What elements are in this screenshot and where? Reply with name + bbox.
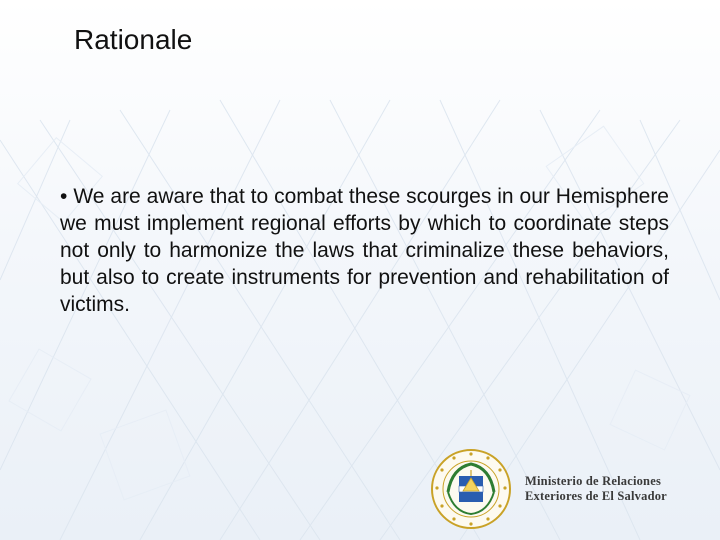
slide-title: Rationale [74, 24, 193, 55]
body-paragraph [60, 183, 669, 318]
ministry-name-line-1: Ministerio de Relaciones [525, 474, 662, 488]
ministry-logo [430, 448, 690, 530]
ministry-name [525, 474, 695, 504]
bullet-icon: • [60, 185, 68, 208]
ministry-name-line-2: Exteriores de El Salvador [525, 489, 667, 503]
body-text: We are aware that to combat these scourges in our Hemisphere we must implement regional efforts by which to coordinate steps not only to harmonize the laws that criminalize these behaviors, but also to create instruments for prevention and rehabilitation of victims. [60, 185, 669, 316]
coat-of-arms-seal-icon [430, 448, 512, 530]
